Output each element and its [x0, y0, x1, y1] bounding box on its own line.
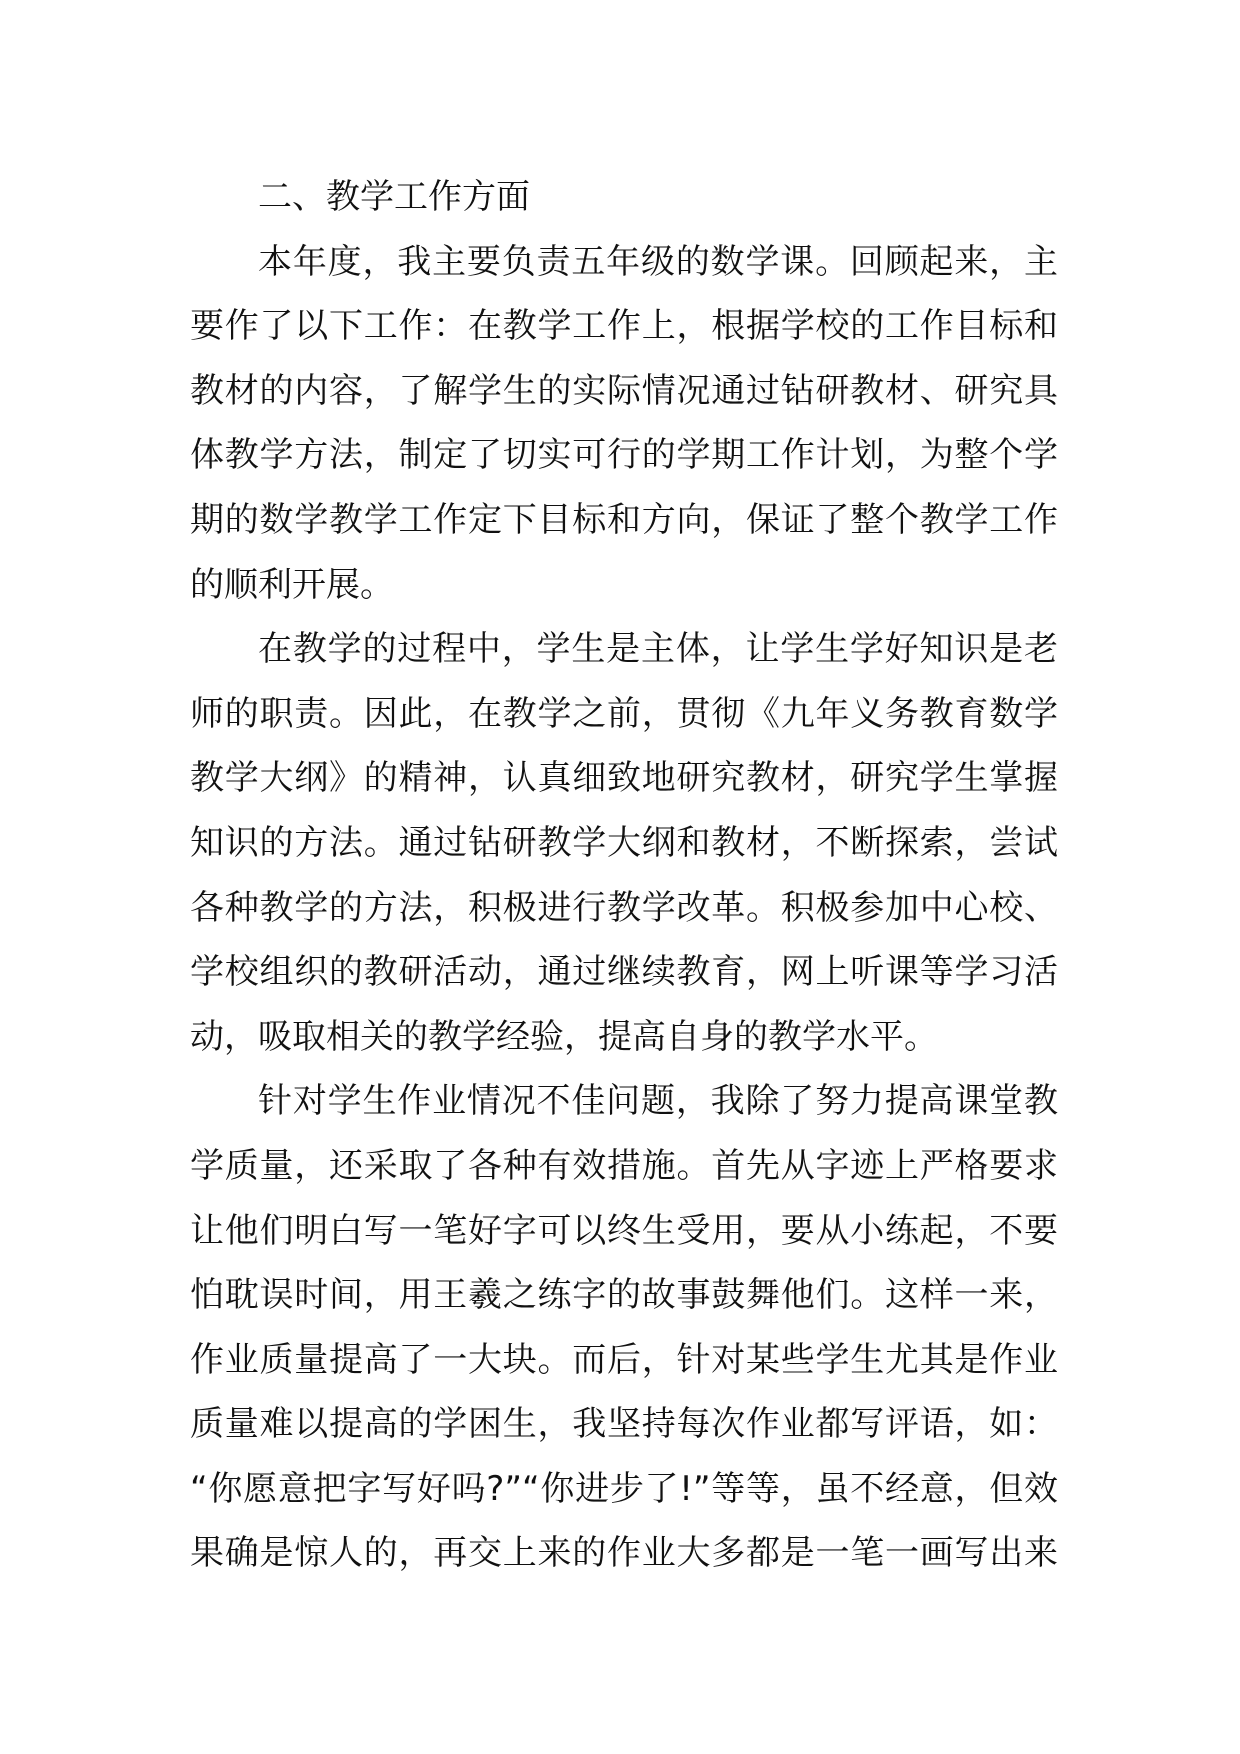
paragraph-line: 针对学生作业情况不佳问题，我除了努力提高课堂教: [258, 1081, 1058, 1122]
paragraph-line: 知识的方法。通过钻研教学大纲和教材，不断探索，尝试: [190, 822, 1058, 863]
paragraph: [190, 230, 1058, 618]
document-body: [190, 165, 1058, 1586]
paragraph: [190, 617, 1058, 1069]
paragraph-line: “你愿意把字写好吗?”“你进步了!”等等，虽不经意，但效: [190, 1468, 1058, 1509]
paragraph-line: 在教学的过程中，学生是主体，让学生学好知识是老: [258, 629, 1058, 670]
paragraph-line: 作业质量提高了一大块。而后，针对某些学生尤其是作业: [190, 1339, 1058, 1380]
paragraph-line: 动，吸取相关的教学经验，提高自身的教学水平。: [190, 1016, 938, 1057]
paragraph-line: 果确是惊人的，再交上来的作业大多都是一笔一画写出来: [190, 1533, 1058, 1574]
paragraph-line: 师的职责。因此，在教学之前，贯彻《九年义务教育数学: [190, 693, 1058, 734]
paragraph-line: 体教学方法，制定了切实可行的学期工作计划，为整个学: [190, 435, 1058, 476]
paragraph-line: 要作了以下工作：在教学工作上，根据学校的工作目标和: [190, 306, 1058, 347]
paragraph-line: 各种教学的方法，积极进行教学改革。积极参加中心校、: [190, 887, 1058, 928]
paragraph-line: 让他们明白写一笔好字可以终生受用，要从小练起，不要: [190, 1210, 1058, 1251]
paragraph-line: 期的数学教学工作定下目标和方向，保证了整个教学工作: [190, 499, 1058, 540]
section-heading: 二、教学工作方面: [258, 177, 530, 217]
paragraph-line: 质量难以提高的学困生，我坚持每次作业都写评语，如：: [190, 1404, 1058, 1445]
paragraph: [190, 1069, 1058, 1586]
paragraph-line: 的顺利开展。: [190, 564, 394, 605]
paragraph-line: 怕耽误时间，用王羲之练字的故事鼓舞他们。这样一来，: [190, 1275, 1058, 1316]
paragraph-line: 教学大纲》的精神，认真细致地研究教材，研究学生掌握: [190, 758, 1058, 799]
paragraph-line: 学校组织的教研活动，通过继续教育，网上听课等学习活: [190, 952, 1058, 993]
paragraph-line: 教材的内容，了解学生的实际情况通过钻研教材、研究具: [190, 370, 1058, 411]
paragraph-line: 本年度，我主要负责五年级的数学课。回顾起来，主: [258, 241, 1058, 282]
paragraph-line: 学质量，还采取了各种有效措施。首先从字迹上严格要求: [190, 1145, 1058, 1186]
